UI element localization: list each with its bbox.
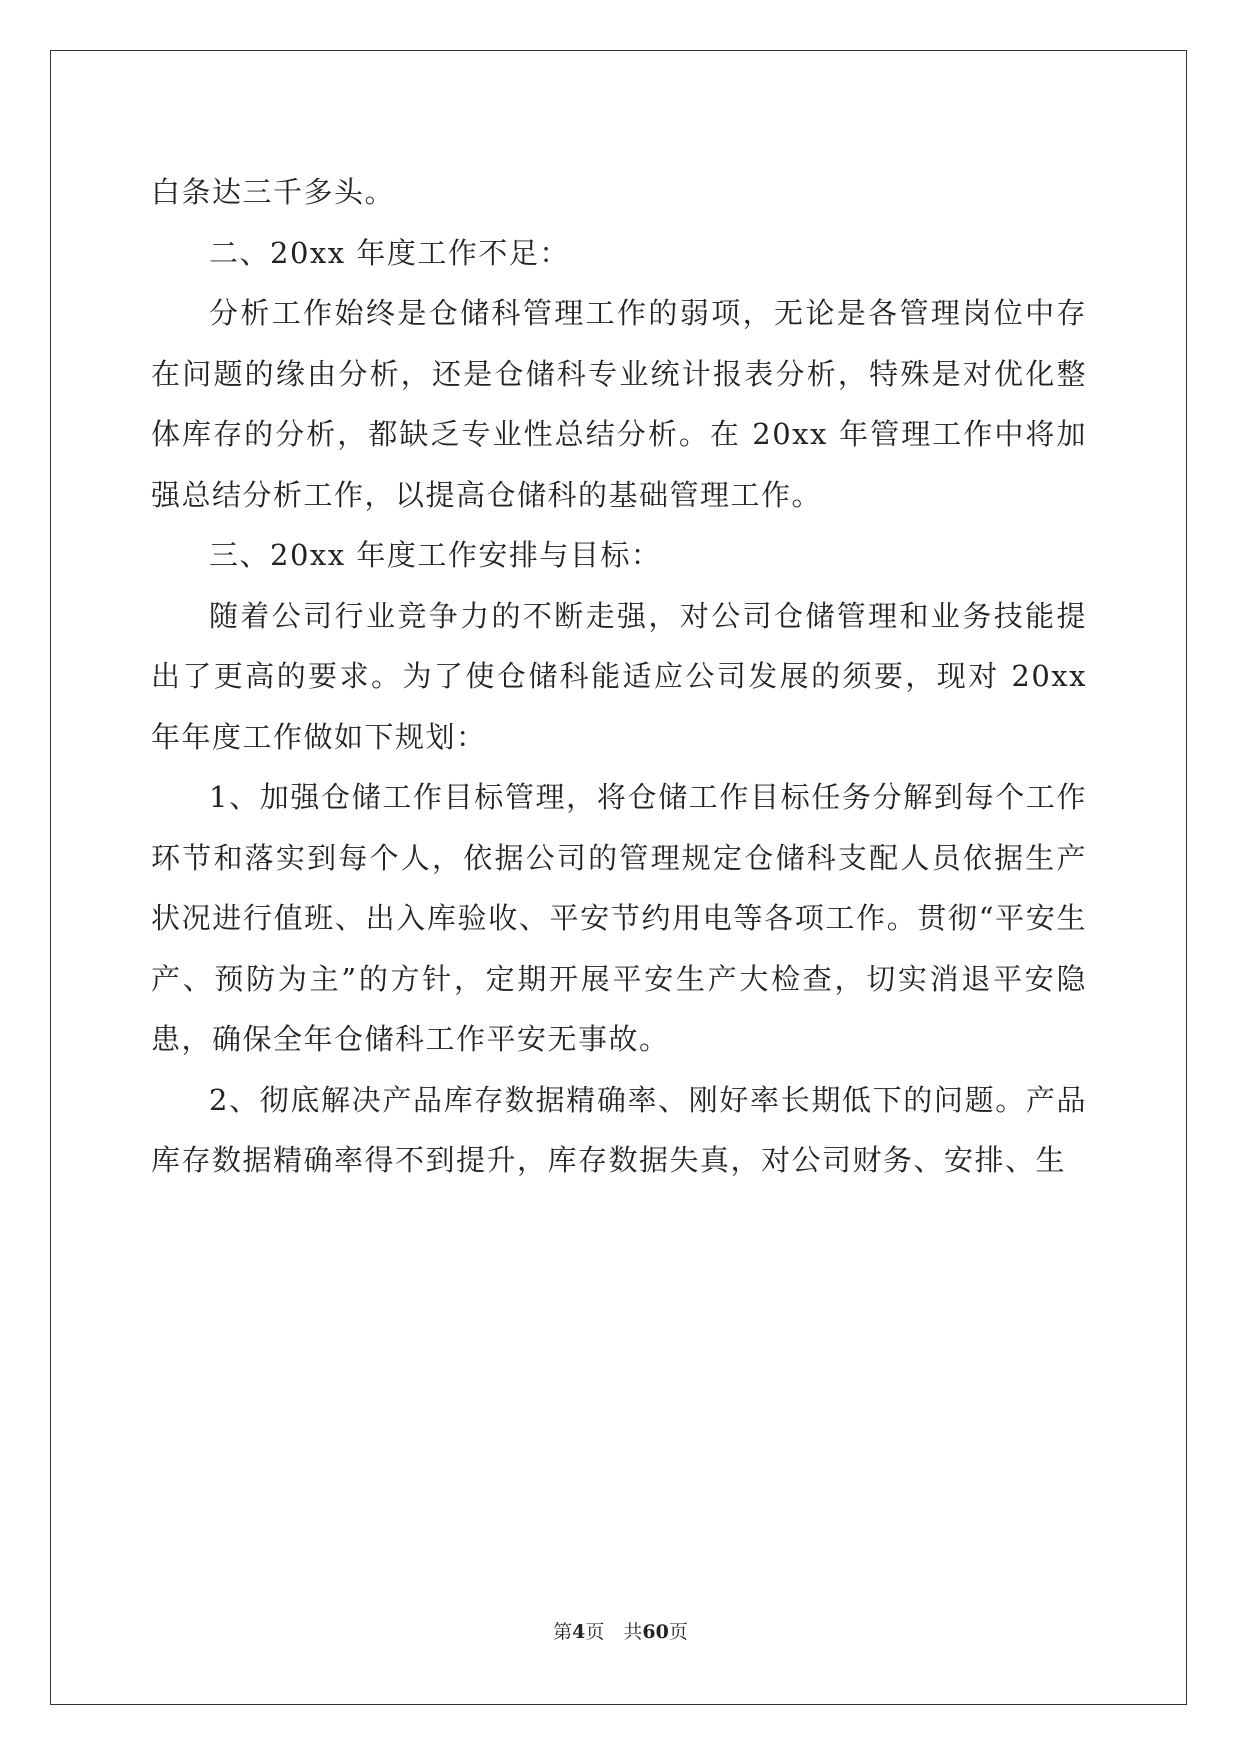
paragraph: 分析工作始终是仓储科管理工作的弱项，无论是各管理岗位中存在问题的缘由分析，还是仓储科专业统计报表分析，特殊是对优化整体库存的分析，都缺乏专业性总结分析。在 20xx 年管理工作中将加强总结分析工作，以提高仓储科的基础管理工作。 xyxy=(151,296,1087,512)
section-heading: 三、20xx 年度工作安排与目标： xyxy=(209,538,662,572)
paragraph: 白条达三千多头。 xyxy=(151,175,396,209)
paragraph: 1、加强仓储工作目标管理，将仓储工作目标任务分解到每个工作环节和落实到每个人，依据公司的管理规定仓储科支配人员依据生产状况进行值班、出入库验收、平安节约用电等各项工作。贯彻“平安生产、预防为主”的方针，定期开展平安生产大检查，切实消退平安隐患，确保全年仓储科工作平安无事故。 xyxy=(151,780,1087,1056)
footer-suffix: 页 xyxy=(668,1621,688,1643)
footer-prefix: 第 xyxy=(553,1621,573,1643)
document-body xyxy=(151,162,1087,1191)
paragraph: 随着公司行业竞争力的不断走强，对公司仓储管理和业务技能提出了更高的要求。为了使仓储科能适应公司发展的须要，现对 20xx 年年度工作做如下规划： xyxy=(151,598,1087,754)
page-footer xyxy=(0,1617,1241,1644)
page-number: 4 xyxy=(572,1621,586,1643)
footer-mid: 页 共 xyxy=(585,1621,643,1643)
total-pages: 60 xyxy=(642,1621,669,1643)
section-heading: 二、20xx 年度工作不足： xyxy=(209,235,570,270)
paragraph: 2、彻底解决产品库存数据精确率、刚好率长期低下的问题。产品库存数据精确率得不到提升，库存数据失真，对公司财务、安排、生 xyxy=(151,1082,1087,1177)
